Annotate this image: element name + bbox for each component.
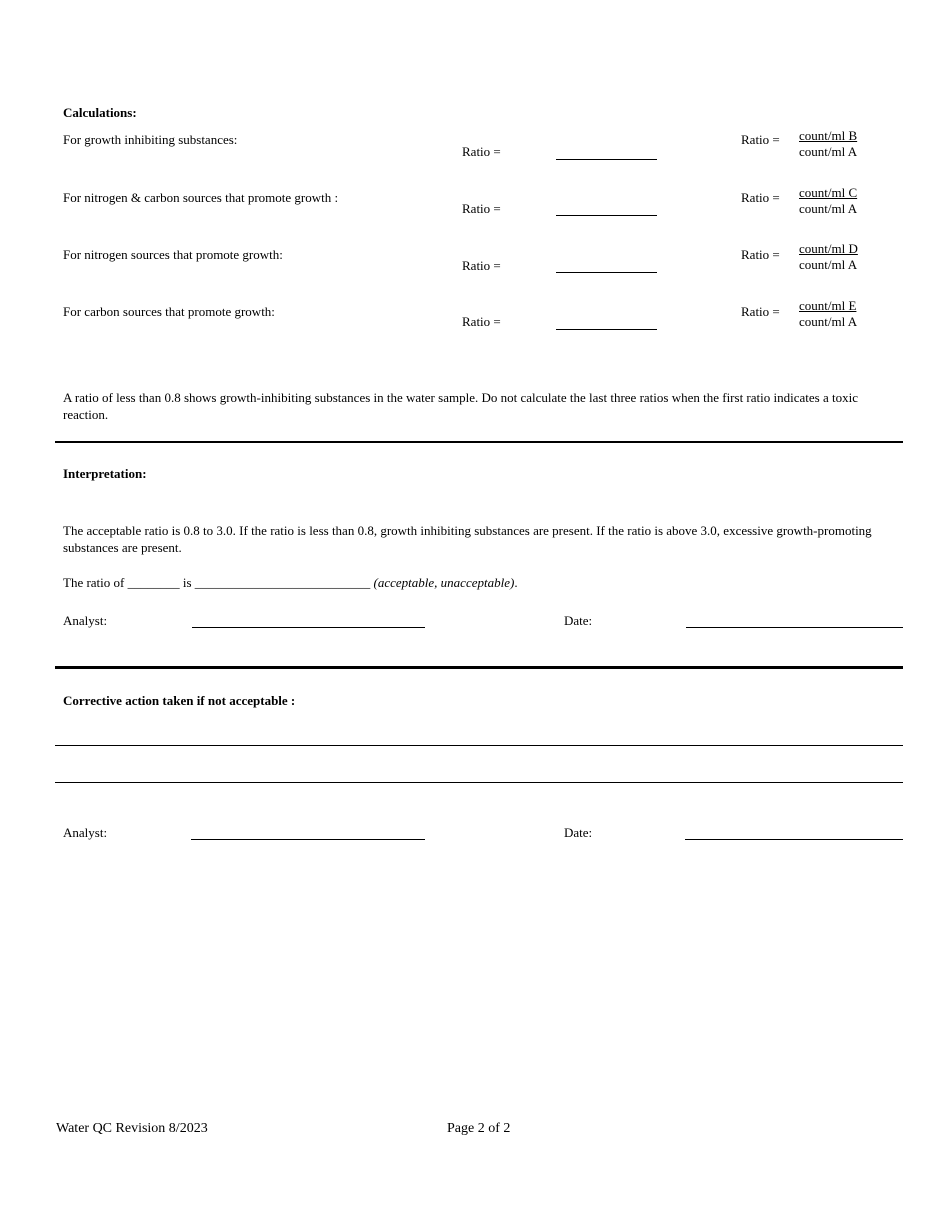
date-line[interactable] (686, 627, 903, 628)
calculations-heading: Calculations: (63, 105, 137, 120)
ratio-formula (799, 241, 858, 273)
formula-denominator: count/ml A (799, 144, 858, 159)
analyst-label: Analyst: (63, 613, 108, 628)
footer-page-number: Page 2 of 2 (447, 1121, 511, 1136)
formula-ratio-label: Ratio = (741, 304, 780, 319)
analyst-label: Analyst: (63, 825, 108, 840)
ratio-formula (799, 298, 857, 330)
calc-row-label: For nitrogen sources that promote growth: (63, 247, 283, 262)
calc-row-ratio-label: Ratio = (462, 144, 501, 159)
ratio-formula (799, 128, 857, 160)
ratio-input-line[interactable] (556, 272, 657, 273)
ratio-input-line[interactable] (556, 159, 657, 160)
formula-ratio-label: Ratio = (741, 247, 780, 262)
calc-row-ratio-label: Ratio = (462, 258, 501, 273)
formula-denominator: count/ml A (799, 201, 858, 216)
ratio-statement-end: . (514, 575, 518, 590)
formula-denominator: count/ml A (799, 257, 858, 272)
analyst-signature-line[interactable] (192, 627, 425, 628)
date-label: Date: (564, 613, 593, 628)
formula-numerator: count/ml C (799, 185, 858, 200)
corrective-line[interactable] (55, 745, 903, 746)
ratio-formula (799, 185, 857, 217)
section-divider (55, 441, 903, 443)
calc-row-label: For carbon sources that promote growth: (63, 304, 275, 319)
corrective-line[interactable] (55, 782, 903, 783)
formula-numerator: count/ml E (799, 298, 857, 313)
corrective-heading: Corrective action taken if not acceptable : (63, 693, 296, 708)
interpretation-text: The acceptable ratio is 0.8 to 3.0. If the ratio is less than 0.8, growth inhibiting substances are present. If the ratio is above 3.0, excessive growth-promoting substances are present. (63, 523, 872, 555)
interpretation-heading: Interpretation: (63, 466, 147, 481)
calc-row-ratio-label: Ratio = (462, 314, 501, 329)
calculations-note: A ratio of less than 0.8 shows growth-inhibiting substances in the water sample. Do not calculate the last three ratios when the first ratio indicates a toxic reaction. (63, 390, 858, 422)
ratio-statement-prefix[interactable]: The ratio of ________ is ___________________________ (63, 575, 374, 590)
formula-numerator: count/ml B (799, 128, 858, 143)
ratio-input-line[interactable] (556, 215, 657, 216)
formula-ratio-label: Ratio = (741, 132, 780, 147)
calc-row-label: For growth inhibiting substances: (63, 132, 238, 147)
date-line[interactable] (685, 839, 903, 840)
calc-row-ratio-label: Ratio = (462, 201, 501, 216)
calc-row-label: For nitrogen & carbon sources that promote growth : (63, 190, 339, 205)
analyst-signature-line[interactable] (191, 839, 425, 840)
formula-numerator: count/ml D (799, 241, 858, 256)
ratio-statement (63, 575, 518, 591)
formula-ratio-label: Ratio = (741, 190, 780, 205)
footer-revision: Water QC Revision 8/2023 (56, 1121, 208, 1136)
date-label: Date: (564, 825, 593, 840)
section-divider (55, 666, 903, 669)
ratio-input-line[interactable] (556, 329, 657, 330)
formula-denominator: count/ml A (799, 314, 858, 329)
ratio-statement-options: (acceptable, unacceptable) (373, 575, 515, 590)
